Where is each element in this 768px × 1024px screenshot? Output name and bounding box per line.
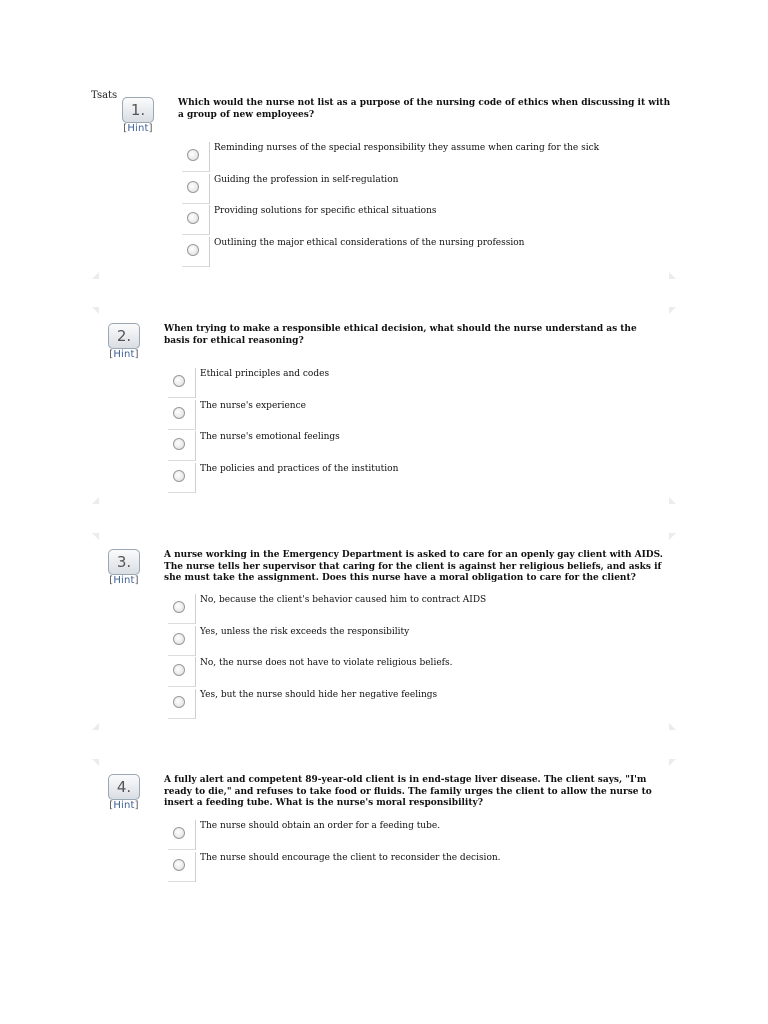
panel-corner <box>92 759 99 766</box>
option-divider <box>195 689 196 719</box>
option-label: No, because the client's behavior caused him to contract AIDS <box>200 595 487 605</box>
option-divider <box>195 400 196 430</box>
option-label: The nurse's emotional feelings <box>200 432 340 442</box>
answer-option[interactable] <box>168 626 648 656</box>
answer-option[interactable] <box>182 142 662 172</box>
question-number: 2. <box>108 323 140 349</box>
option-underline <box>168 849 195 850</box>
option-divider <box>195 626 196 656</box>
option-label: Yes, but the nurse should hide her negative feelings <box>200 690 438 700</box>
question-text: A nurse working in the Emergency Department is asked to care for an openly gay client with AIDS. The nurse tells her supervisor that caring for the client is against her religious beliefs, and asks if she must take the assignment. Does this nurse have a moral obligation to care for the client? <box>164 550 663 583</box>
question-text: A fully alert and competent 89-year-old client is in end-stage liver disease. The client says, "I'm ready to die," and refuses to take food or fluids. The family urges the client to allow the nurse to insert a feeding tube. What is the nurse's moral responsibility? <box>164 775 652 808</box>
question-number-badge <box>120 97 172 141</box>
answer-option[interactable] <box>168 368 648 398</box>
radio-button[interactable] <box>187 149 199 161</box>
option-underline <box>182 234 209 235</box>
radio-button[interactable] <box>187 212 199 224</box>
question-number-badge <box>106 774 158 818</box>
panel-corner <box>92 272 99 279</box>
option-label: The nurse should encourage the client to reconsider the decision. <box>200 853 501 863</box>
radio-button[interactable] <box>173 375 185 387</box>
option-divider <box>195 368 196 398</box>
option-divider <box>195 431 196 461</box>
hint-link[interactable]: [Hint] <box>109 349 139 360</box>
panel-corner <box>92 533 99 540</box>
answer-option[interactable] <box>168 400 648 430</box>
panel-corner <box>669 307 676 314</box>
option-underline <box>168 623 195 624</box>
radio-button[interactable] <box>187 244 199 256</box>
option-divider <box>195 657 196 687</box>
option-underline <box>168 718 195 719</box>
answer-option[interactable] <box>168 689 648 719</box>
radio-button[interactable] <box>173 470 185 482</box>
option-divider <box>209 174 210 204</box>
panel-corner <box>669 533 676 540</box>
radio-button[interactable] <box>173 827 185 839</box>
radio-button[interactable] <box>173 633 185 645</box>
radio-button[interactable] <box>173 601 185 613</box>
answer-option[interactable] <box>168 431 648 461</box>
option-divider <box>209 142 210 172</box>
radio-button[interactable] <box>173 438 185 450</box>
panel-corner <box>92 307 99 314</box>
option-divider <box>209 205 210 235</box>
question-text: When trying to make a responsible ethical decision, what should the nurse understand as the basis for ethical reasoning? <box>164 324 637 346</box>
hint-link[interactable]: [Hint] <box>123 123 153 134</box>
panel-corner <box>669 723 676 730</box>
question-number-badge <box>106 549 158 593</box>
hint-link[interactable]: [Hint] <box>109 575 139 586</box>
radio-button[interactable] <box>173 859 185 871</box>
question-text: Which would the nurse not list as a purpose of the nursing code of ethics when discussing it with a group of new employees? <box>178 98 671 120</box>
option-underline <box>168 460 195 461</box>
answer-option[interactable] <box>182 205 662 235</box>
panel-corner <box>92 723 99 730</box>
option-label: Yes, unless the risk exceeds the responsibility <box>200 627 410 637</box>
option-label: The nurse should obtain an order for a feeding tube. <box>200 821 441 831</box>
option-underline <box>182 266 209 267</box>
option-label: The nurse's experience <box>200 401 306 411</box>
option-underline <box>168 686 195 687</box>
answer-option[interactable] <box>168 852 648 882</box>
option-label: Providing solutions for specific ethical situations <box>214 206 437 216</box>
answer-option[interactable] <box>168 657 648 687</box>
answer-option[interactable] <box>168 820 648 850</box>
option-label: Guiding the profession in self-regulation <box>214 175 399 185</box>
question-number-badge <box>106 323 158 367</box>
option-underline <box>182 203 209 204</box>
option-underline <box>168 655 195 656</box>
option-underline <box>168 429 195 430</box>
option-divider <box>209 237 210 267</box>
option-label: Ethical principles and codes <box>200 369 330 379</box>
option-divider <box>195 852 196 882</box>
option-label: Reminding nurses of the special responsibility they assume when caring for the sick <box>214 143 600 153</box>
option-label: Outlining the major ethical considerations of the nursing profession <box>214 238 525 248</box>
answer-option[interactable] <box>168 463 648 493</box>
panel-corner <box>669 497 676 504</box>
answer-option[interactable] <box>182 174 662 204</box>
option-divider <box>195 463 196 493</box>
hint-link[interactable]: [Hint] <box>109 800 139 811</box>
page-label: Tsats <box>91 90 118 101</box>
panel-corner <box>669 759 676 766</box>
question-number: 1. <box>122 97 154 123</box>
option-divider <box>195 820 196 850</box>
option-underline <box>168 492 195 493</box>
radio-button[interactable] <box>173 696 185 708</box>
option-underline <box>168 881 195 882</box>
panel-corner <box>669 272 676 279</box>
radio-button[interactable] <box>173 664 185 676</box>
option-label: The policies and practices of the institution <box>200 464 399 474</box>
option-underline <box>182 171 209 172</box>
question-number: 3. <box>108 549 140 575</box>
question-number: 4. <box>108 774 140 800</box>
answer-option[interactable] <box>182 237 662 267</box>
option-divider <box>195 594 196 624</box>
answer-option[interactable] <box>168 594 648 624</box>
radio-button[interactable] <box>173 407 185 419</box>
option-label: No, the nurse does not have to violate religious beliefs. <box>200 658 453 668</box>
panel-corner <box>92 497 99 504</box>
option-underline <box>168 397 195 398</box>
radio-button[interactable] <box>187 181 199 193</box>
